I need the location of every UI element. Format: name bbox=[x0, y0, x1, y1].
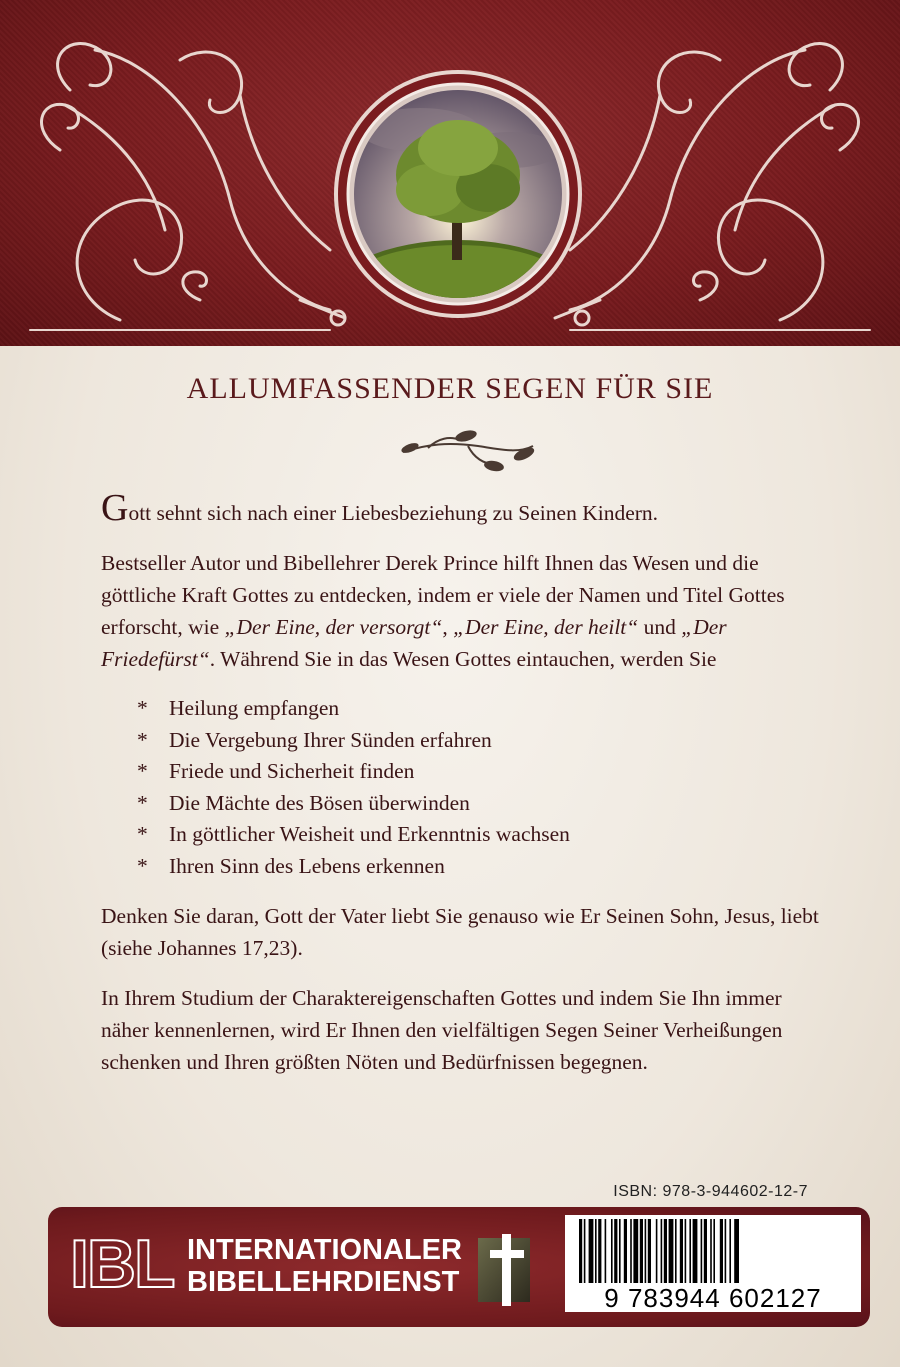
cross-icon bbox=[478, 1234, 534, 1306]
list-item bbox=[137, 725, 821, 757]
intro-text: ott sehnt sich nach einer Liebesbeziehung zu Seinen Kindern. bbox=[128, 501, 659, 525]
barcode-bar bbox=[720, 1219, 723, 1283]
barcode-bar bbox=[675, 1219, 677, 1283]
barcode-bar bbox=[725, 1219, 727, 1283]
bullet-symbol: * bbox=[137, 727, 148, 752]
barcode-bar bbox=[584, 1219, 586, 1283]
barcode-bar bbox=[648, 1219, 651, 1283]
barcode-bar bbox=[669, 1219, 674, 1283]
barcode-bar bbox=[664, 1219, 667, 1283]
barcode-bars bbox=[577, 1219, 849, 1283]
barcode-bar bbox=[595, 1219, 597, 1283]
bullet-symbol: * bbox=[137, 822, 148, 846]
barcode-bar bbox=[633, 1219, 638, 1283]
bullet-symbol: * bbox=[137, 790, 148, 815]
publisher-logo: IBL bbox=[70, 1226, 174, 1302]
list-item-text: Friede und Sicherheit finden bbox=[169, 759, 415, 783]
separator-1: , bbox=[442, 615, 454, 639]
intro-paragraph bbox=[101, 487, 821, 529]
list-item bbox=[137, 788, 821, 820]
filigree-swirl-icon bbox=[0, 0, 900, 346]
barcode-bar bbox=[619, 1219, 621, 1283]
barcode-bar bbox=[605, 1219, 607, 1283]
scripture-paragraph: Denken Sie daran, Gott der Vater liebt Sie genauso wie Er Seinen Sohn, Jesus, liebt (siehe Johannes 17,23). bbox=[101, 904, 819, 960]
barcode bbox=[565, 1215, 861, 1312]
barcode-bar bbox=[579, 1219, 582, 1283]
barcode-bar bbox=[614, 1219, 617, 1283]
barcode-number: 9 783944 602127 bbox=[604, 1283, 822, 1313]
publisher-name bbox=[187, 1234, 462, 1298]
barcode-bar bbox=[693, 1219, 698, 1283]
list-item bbox=[137, 693, 821, 725]
publisher-name-line2: BIBELLEHRDIENST bbox=[187, 1266, 460, 1298]
divine-name-1: „Der Eine, der versorgt“ bbox=[224, 615, 443, 639]
barcode-bar bbox=[645, 1219, 647, 1283]
leaf-sprig-icon bbox=[398, 424, 538, 474]
bullet-symbol: * bbox=[137, 696, 148, 720]
list-item-text: Ihren Sinn des Lebens erkennen bbox=[169, 853, 445, 878]
bullet-symbol: * bbox=[137, 853, 148, 878]
list-item bbox=[137, 851, 821, 883]
page-title: ALLUMFASSENDER SEGEN FÜR SIE bbox=[186, 372, 714, 405]
separator-2: und bbox=[638, 615, 682, 639]
drop-initial: G bbox=[101, 487, 129, 529]
barcode-bar bbox=[661, 1219, 663, 1283]
list-item-text: Die Mächte des Bösen überwinden bbox=[169, 790, 470, 815]
benefits-list bbox=[101, 693, 821, 882]
barcode-bar bbox=[624, 1219, 627, 1283]
divine-name-3: „Der Friedefürst“ bbox=[101, 615, 727, 671]
barcode-bar bbox=[689, 1219, 691, 1283]
barcode-bar bbox=[640, 1219, 643, 1283]
barcode-bar bbox=[680, 1219, 683, 1283]
header-banner bbox=[0, 0, 900, 346]
barcode-bar bbox=[656, 1219, 658, 1283]
list-item-text: In göttlicher Weisheit und Erkenntnis wachsen bbox=[169, 822, 570, 846]
barcode-bar bbox=[710, 1219, 712, 1283]
description-paragraph bbox=[101, 547, 821, 675]
barcode-bar bbox=[685, 1219, 687, 1283]
description-text bbox=[101, 487, 821, 1096]
barcode-bar bbox=[630, 1219, 632, 1283]
list-item bbox=[137, 756, 821, 788]
list-item-text: Heilung empfangen bbox=[169, 696, 340, 720]
isbn-label: ISBN: 978-3-944602-12-7 bbox=[613, 1183, 808, 1200]
barcode-bar bbox=[713, 1219, 715, 1283]
bullet-symbol: * bbox=[137, 759, 148, 783]
divine-name-2: „Der Eine, der heilt“ bbox=[453, 615, 639, 639]
closing-paragraph: In Ihrem Studium der Charaktereigenschaften Gottes und indem Sie Ihn immer näher kennenlernen, wird Er Ihnen den vielfältigen Segen Seiner Verheißungen schenken und Ihren größten Nöten und Bedürfnissen begegnen. bbox=[101, 986, 783, 1074]
barcode-bar bbox=[611, 1219, 613, 1283]
description-part2: . Während Sie in das Wesen Gottes eintauchen, werden Sie bbox=[209, 647, 717, 671]
list-item bbox=[137, 819, 821, 851]
barcode-bar bbox=[589, 1219, 594, 1283]
list-item-text: Die Vergebung Ihrer Sünden erfahren bbox=[169, 727, 492, 752]
barcode-bar bbox=[729, 1219, 731, 1283]
barcode-bar bbox=[598, 1219, 601, 1283]
barcode-bar bbox=[734, 1219, 739, 1283]
barcode-bar bbox=[704, 1219, 707, 1283]
description-part1: Bestseller Autor und Bibellehrer Derek Prince hilft Ihnen das Wesen und die göttliche Kraft Gottes zu entdecken, indem er viele der Namen und Titel Gottes erforscht, wie bbox=[101, 551, 785, 639]
barcode-bar bbox=[701, 1219, 703, 1283]
publisher-name-line1: INTERNATIONALER bbox=[187, 1234, 462, 1266]
